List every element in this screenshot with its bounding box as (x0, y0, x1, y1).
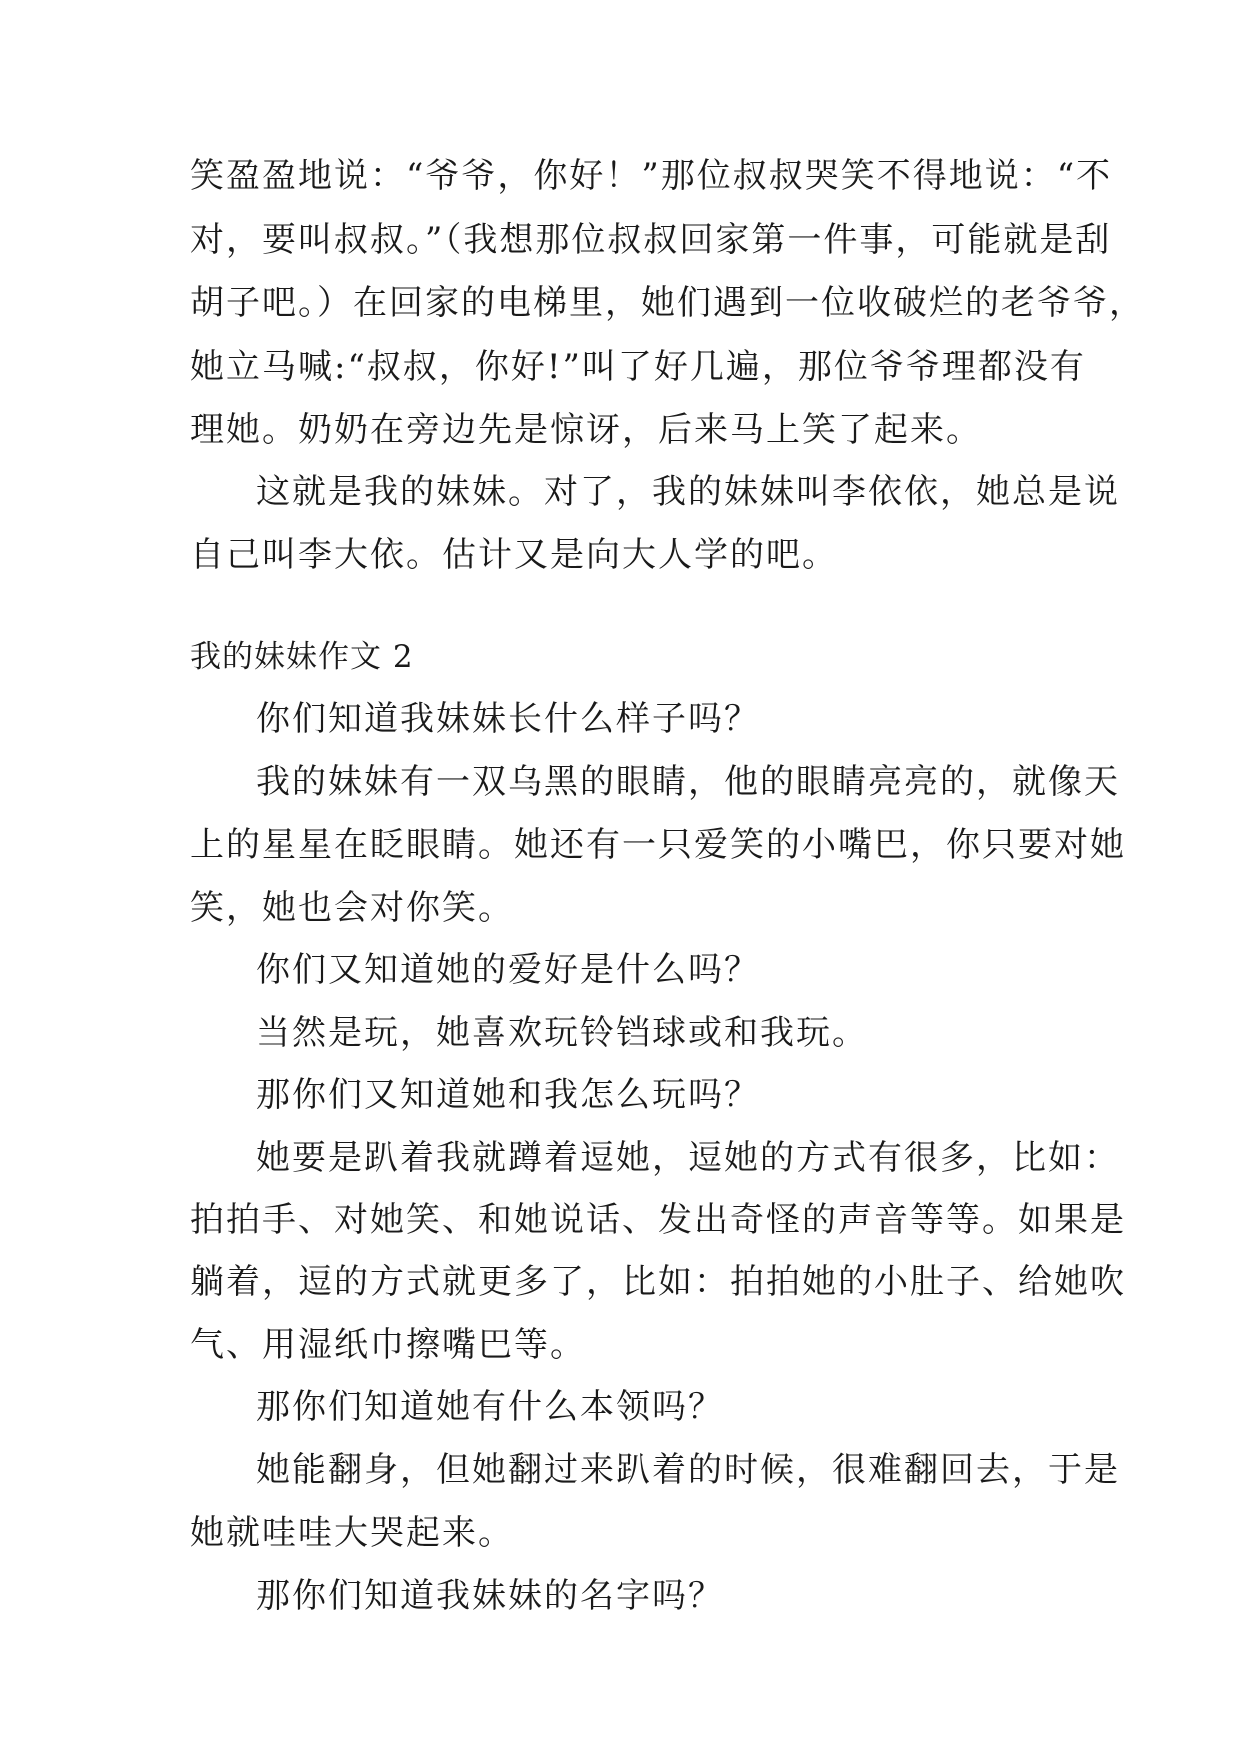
paragraph-line: 当然是玩，她喜欢玩铃铛球或和我玩。 (256, 1013, 868, 1053)
paragraph-line: 笑，她也会对你笑。 (190, 888, 514, 928)
paragraph-line: 气、用湿纸巾擦嘴巴等。 (190, 1325, 586, 1365)
paragraph-line: 自己叫李大依。估计又是向大人学的吧。 (190, 535, 838, 575)
paragraph-line: 躺着，逗的方式就更多了，比如：拍拍她的小肚子、给她吹 (190, 1262, 1126, 1302)
paragraph-line: 上的星星在眨眼睛。她还有一只爱笑的小嘴巴，你只要对她 (190, 825, 1126, 865)
paragraph-line: 胡子吧。）在回家的电梯里，她们遇到一位收破烂的老爷爷， (190, 283, 1145, 323)
paragraph-line: 我的妹妹有一双乌黑的眼睛，他的眼睛亮亮的，就像天 (256, 762, 1120, 802)
paragraph-line: 这就是我的妹妹。对了，我的妹妹叫李依依，她总是说 (256, 472, 1120, 512)
paragraph-line: 她就哇哇大哭起来。 (190, 1513, 514, 1553)
paragraph-line: 理她。奶奶在旁边先是惊讶，后来马上笑了起来。 (190, 410, 982, 450)
paragraph-line: 她能翻身，但她翻过来趴着的时候，很难翻回去，于是 (256, 1450, 1120, 1490)
paragraph-line: 你们又知道她的爱好是什么吗？ (256, 950, 760, 990)
paragraph-line: 那你们知道我妹妹的名字吗？ (256, 1576, 724, 1616)
paragraph-line: 她立马喊:“叔叔，你好!”叫了好几遍，那位爷爷理都没有 (190, 347, 1086, 387)
paragraph-line: 她要是趴着我就蹲着逗她，逗她的方式有很多，比如： (256, 1138, 1120, 1178)
paragraph-line: 那你们又知道她和我怎么玩吗？ (256, 1075, 760, 1115)
paragraph-line: 拍拍手、对她笑、和她说话、发出奇怪的声音等等。如果是 (190, 1200, 1126, 1240)
paragraph-line: 对，要叫叔叔。”（我想那位叔叔回家第一件事，可能就是刮 (190, 220, 1112, 260)
paragraph-line: 那你们知道她有什么本领吗？ (256, 1387, 724, 1427)
paragraph-line: 你们知道我妹妹长什么样子吗？ (256, 699, 760, 739)
section-heading: 我的妹妹作文 2 (190, 639, 414, 675)
paragraph-line: 笑盈盈地说：“爷爷，你好！”那位叔叔哭笑不得地说：“不 (190, 156, 1113, 196)
